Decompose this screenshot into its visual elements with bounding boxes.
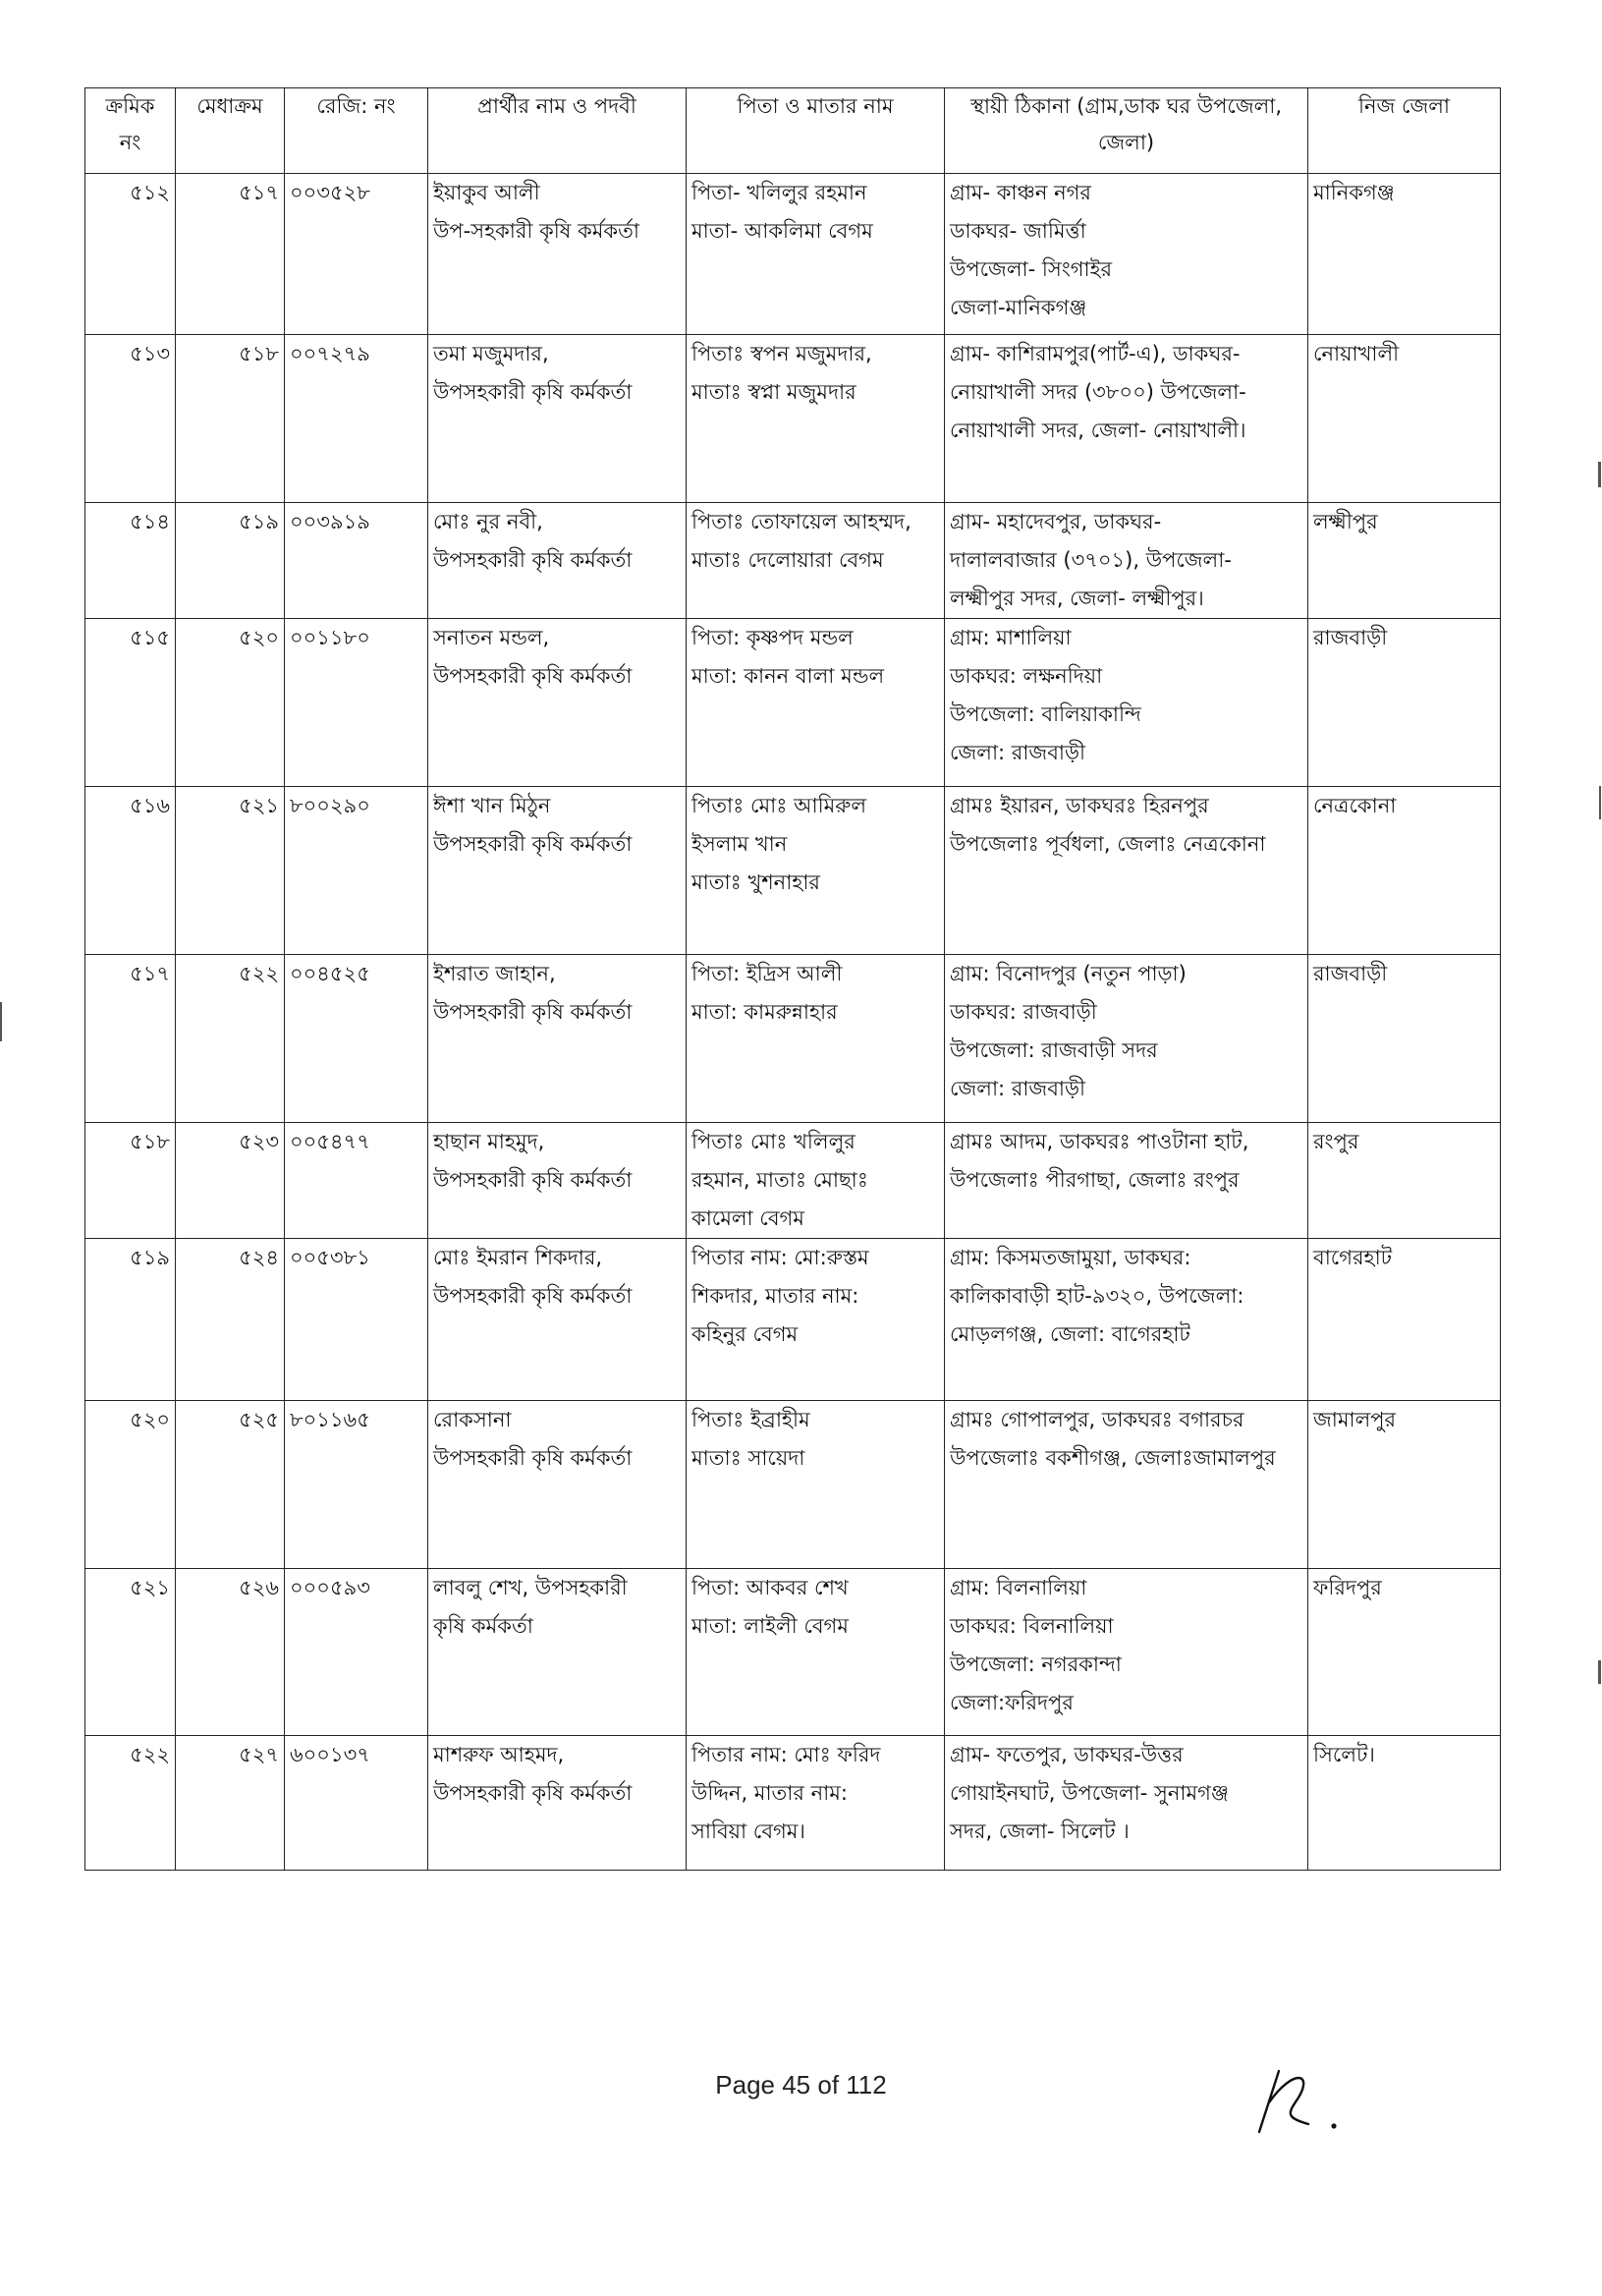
scan-edge-mark xyxy=(0,1002,2,1041)
cell-name-line: উপসহকারী কৃষি কর্মকর্তা xyxy=(433,664,633,688)
cell-parents-line: পিতাঃ স্বপন মজুমদার, xyxy=(691,342,872,365)
cell-parents-line: রহমান, মাতাঃ মোছাঃ xyxy=(691,1168,868,1192)
cell-parents-line: পিতা- খলিলুর রহমান xyxy=(691,181,867,204)
cell-address-line: উপজেলাঃ বকশীগঞ্জ, জেলাঃজামালপুর xyxy=(950,1446,1276,1470)
table-row xyxy=(85,787,1501,955)
cell-serial: ৫১৫ xyxy=(85,619,176,787)
cell-parents-line: পিতা: আকবর শেখ xyxy=(691,1576,849,1599)
signature-mark xyxy=(1240,2063,1348,2137)
cell-merit: ৫২৭ xyxy=(176,1736,285,1871)
cell-serial: ৫২০ xyxy=(85,1401,176,1569)
cell-merit: ৫১৭ xyxy=(176,174,285,335)
cell-parents-line: পিতার নাম: মোঃ ফরিদ xyxy=(691,1743,881,1766)
cell-district: বাগেরহাট xyxy=(1308,1239,1501,1401)
cell-name-line: উপসহকারী কৃষি কর্মকর্তা xyxy=(433,1446,633,1470)
cell-parents xyxy=(687,1736,945,1871)
cell-parents-line: মাতা: কামরুন্নাহার xyxy=(691,1000,838,1024)
cell-address-line: গ্রামঃ গোপালপুর, ডাকঘরঃ বগারচর xyxy=(950,1408,1244,1431)
cell-name-line: মাশরুফ আহমদ, xyxy=(433,1743,565,1766)
cell-address-line: গ্রাম: বিলনালিয়া xyxy=(950,1576,1087,1599)
cell-address-line: জেলা:ফরিদপুর xyxy=(950,1691,1074,1714)
header-name: প্রার্থীর নাম ও পদবী xyxy=(428,88,687,174)
cell-address-line: জেলা: রাজবাড়ী xyxy=(950,1077,1086,1100)
cell-serial: ৫২১ xyxy=(85,1569,176,1736)
table-row xyxy=(85,335,1501,503)
cell-serial: ৫১৩ xyxy=(85,335,176,503)
cell-district: রংপুর xyxy=(1308,1123,1501,1239)
cell-name xyxy=(428,1123,687,1239)
cell-address-line: সদর, জেলা- সিলেট । xyxy=(950,1820,1130,1843)
cell-parents-line: মাতাঃ সায়েদা xyxy=(691,1446,805,1470)
cell-address-line: উপজেলাঃ পীরগাছা, জেলাঃ রংপুর xyxy=(950,1168,1240,1192)
cell-address-line: গ্রাম- কাঞ্চন নগর xyxy=(950,181,1091,204)
cell-merit: ৫১৯ xyxy=(176,503,285,619)
cell-parents-line: পিতা: ইদ্রিস আলী xyxy=(691,962,843,985)
cell-parents-line: পিতাঃ মোঃ আমিরুল xyxy=(691,794,867,817)
scan-edge-mark xyxy=(1598,1660,1601,1684)
cell-parents-line: পিতা: কৃষ্ণপদ মন্ডল xyxy=(691,626,854,649)
cell-address-line: গ্রাম- কাশিরামপুর(পার্ট-এ), ডাকঘর- xyxy=(950,342,1241,365)
cell-name-line: কৃষি কর্মকর্তা xyxy=(433,1614,533,1638)
cell-name xyxy=(428,1401,687,1569)
cell-district: জামালপুর xyxy=(1308,1401,1501,1569)
cell-address-line: কালিকাবাড়ী হাট-৯৩২০, উপজেলা: xyxy=(950,1284,1244,1308)
cell-address xyxy=(945,1239,1308,1401)
header-district: নিজ জেলা xyxy=(1308,88,1501,174)
cell-district: মানিকগঞ্জ xyxy=(1308,174,1501,335)
cell-parents-line: শিকদার, মাতার নাম: xyxy=(691,1284,859,1308)
cell-reg: ০০৭২৭৯ xyxy=(285,335,428,503)
cell-address-line: ডাকঘর: লক্ষনদিয়া xyxy=(950,664,1103,688)
cell-address-line: জেলা: রাজবাড়ী xyxy=(950,741,1086,764)
cell-merit: ৫২২ xyxy=(176,955,285,1123)
cell-parents xyxy=(687,1123,945,1239)
cell-address-line: গ্রাম: কিসমতজামুয়া, ডাকঘর: xyxy=(950,1246,1191,1269)
header-serial: ক্রমিক নং xyxy=(85,88,176,174)
scan-edge-mark xyxy=(1598,462,1601,487)
cell-district: নেত্রকোনা xyxy=(1308,787,1501,955)
cell-parents-line: কহিনুর বেগম xyxy=(691,1322,799,1346)
cell-reg: ০০৩৯১৯ xyxy=(285,503,428,619)
cell-name-line: মোঃ নুর নবী, xyxy=(433,510,543,533)
cell-name xyxy=(428,619,687,787)
cell-name xyxy=(428,787,687,955)
cell-reg: ৮০০২৯০ xyxy=(285,787,428,955)
cell-name xyxy=(428,955,687,1123)
header-parents: পিতা ও মাতার নাম xyxy=(687,88,945,174)
cell-name xyxy=(428,335,687,503)
table-row xyxy=(85,619,1501,787)
table-header-row xyxy=(85,88,1501,174)
cell-address-line: নোয়াখালী সদর (৩৮০০) উপজেলা- xyxy=(950,380,1246,404)
cell-address-line: গ্রাম: বিনোদপুর (নতুন পাড়া) xyxy=(950,962,1187,985)
cell-district: রাজবাড়ী xyxy=(1308,619,1501,787)
cell-name-line: উপসহকারী কৃষি কর্মকর্তা xyxy=(433,832,633,856)
cell-parents-line: পিতাঃ তোফায়েল আহম্মদ, xyxy=(691,510,911,533)
cell-parents xyxy=(687,503,945,619)
cell-address xyxy=(945,335,1308,503)
cell-parents-line: ইসলাম খান xyxy=(691,832,788,856)
cell-address xyxy=(945,174,1308,335)
cell-address xyxy=(945,503,1308,619)
cell-name xyxy=(428,1569,687,1736)
cell-address-line: উপজেলা: বালিয়াকান্দি xyxy=(950,702,1141,726)
cell-address-line: উপজেলা: নগরকান্দা xyxy=(950,1652,1122,1676)
cell-name-line: রোকসানা xyxy=(433,1408,512,1431)
cell-parents-line: পিতার নাম: মো:রুস্তম xyxy=(691,1246,869,1269)
cell-address-line: উপজেলা: রাজবাড়ী সদর xyxy=(950,1038,1158,1062)
cell-parents xyxy=(687,174,945,335)
header-merit: মেধাক্রম xyxy=(176,88,285,174)
cell-district: সিলেট। xyxy=(1308,1736,1501,1871)
cell-reg: ০০৩৫২৮ xyxy=(285,174,428,335)
cell-district: রাজবাড়ী xyxy=(1308,955,1501,1123)
cell-address-line: গোয়াইনঘাট, উপজেলা- সুনামগঞ্জ xyxy=(950,1781,1229,1805)
cell-serial: ৫১২ xyxy=(85,174,176,335)
cell-serial: ৫২২ xyxy=(85,1736,176,1871)
table-row xyxy=(85,1239,1501,1401)
cell-address-line: নোয়াখালী সদর, জেলা- নোয়াখালী। xyxy=(950,419,1246,442)
cell-name-line: লাবলু শেখ, উপসহকারী xyxy=(433,1576,628,1599)
cell-parents xyxy=(687,1239,945,1401)
cell-address-line: গ্রাম: মাশালিয়া xyxy=(950,626,1072,649)
cell-serial: ৫১৮ xyxy=(85,1123,176,1239)
cell-name-line: ঈশা খান মিঠুন xyxy=(433,794,551,817)
cell-serial: ৫১৭ xyxy=(85,955,176,1123)
cell-parents xyxy=(687,1401,945,1569)
cell-parents-line: পিতাঃ ইব্রাহীম xyxy=(691,1408,810,1431)
cell-name-line: মোঃ ইমরান শিকদার, xyxy=(433,1246,603,1269)
page-number: Page 45 of 112 xyxy=(715,2070,887,2100)
cell-district: ফরিদপুর xyxy=(1308,1569,1501,1736)
cell-name-line: ইয়াকুব আলী xyxy=(433,181,540,204)
cell-address-line: লক্ষ্মীপুর সদর, জেলা- লক্ষ্মীপুর। xyxy=(950,587,1204,610)
table-row xyxy=(85,1569,1501,1736)
header-address: স্থায়ী ঠিকানা (গ্রাম,ডাক ঘর উপজেলা, জেলা) xyxy=(945,88,1308,174)
cell-reg: ০০৪৫২৫ xyxy=(285,955,428,1123)
cell-merit: ৫২৫ xyxy=(176,1401,285,1569)
cell-name xyxy=(428,1239,687,1401)
table-row xyxy=(85,503,1501,619)
cell-name-line: উপসহকারী কৃষি কর্মকর্তা xyxy=(433,1000,633,1024)
cell-address-line: গ্রামঃ আদম, ডাকঘরঃ পাওটানা হাট, xyxy=(950,1130,1249,1153)
cell-parents xyxy=(687,955,945,1123)
cell-merit: ৫২৪ xyxy=(176,1239,285,1401)
cell-serial: ৫১৪ xyxy=(85,503,176,619)
cell-parents-line: মাতা: কানন বালা মন্ডল xyxy=(691,664,885,688)
cell-address-line: দালালবাজার (৩৭০১), উপজেলা- xyxy=(950,548,1232,572)
cell-name xyxy=(428,503,687,619)
cell-parents-line: পিতাঃ মোঃ খলিলুর xyxy=(691,1130,856,1153)
table-row xyxy=(85,1123,1501,1239)
cell-reg: ০০৫৩৮১ xyxy=(285,1239,428,1401)
cell-address-line: গ্রামঃ ইয়ারন, ডাকঘরঃ হিরনপুর xyxy=(950,794,1209,817)
table-row xyxy=(85,174,1501,335)
table-row xyxy=(85,1736,1501,1871)
cell-name-line: উপসহকারী কৃষি কর্মকর্তা xyxy=(433,1168,633,1192)
cell-district: নোয়াখালী xyxy=(1308,335,1501,503)
cell-reg: ০০১১৮০ xyxy=(285,619,428,787)
cell-address xyxy=(945,955,1308,1123)
cell-address-line: ডাকঘর: রাজবাড়ী xyxy=(950,1000,1097,1024)
cell-address xyxy=(945,787,1308,955)
cell-parents-line: মাতাঃ দেলোয়ারা বেগম xyxy=(691,548,884,572)
cell-parents-line: কামেলা বেগম xyxy=(691,1206,804,1230)
table-row xyxy=(85,1401,1501,1569)
cell-address xyxy=(945,1569,1308,1736)
cell-parents xyxy=(687,619,945,787)
cell-merit: ৫২৩ xyxy=(176,1123,285,1239)
cell-name-line: তমা মজুমদার, xyxy=(433,342,549,365)
cell-address-line: ডাকঘর: বিলনালিয়া xyxy=(950,1614,1114,1638)
cell-parents-line: মাতা- আকলিমা বেগম xyxy=(691,219,873,243)
cell-reg: ৮০১১৬৫ xyxy=(285,1401,428,1569)
cell-name xyxy=(428,174,687,335)
cell-parents-line: সাবিয়া বেগম। xyxy=(691,1820,805,1843)
cell-parents-line: মাতাঃ স্বপ্না মজুমদার xyxy=(691,380,856,404)
cell-name-line: উপসহকারী কৃষি কর্মকর্তা xyxy=(433,1781,633,1805)
cell-merit: ৫১৮ xyxy=(176,335,285,503)
header-reg: রেজি: নং xyxy=(285,88,428,174)
cell-name xyxy=(428,1736,687,1871)
cell-address xyxy=(945,1401,1308,1569)
cell-parents-line: উদ্দিন, মাতার নাম: xyxy=(691,1781,848,1805)
table-row xyxy=(85,955,1501,1123)
cell-merit: ৫২১ xyxy=(176,787,285,955)
cell-name-line: উপ-সহকারী কৃষি কর্মকর্তা xyxy=(433,219,639,243)
cell-reg: ৬০০১৩৭ xyxy=(285,1736,428,1871)
cell-address xyxy=(945,619,1308,787)
cell-name-line: সনাতন মন্ডল, xyxy=(433,626,550,649)
cell-merit: ৫২৬ xyxy=(176,1569,285,1736)
cell-address-line: গ্রাম- ফতেপুর, ডাকঘর-উত্তর xyxy=(950,1743,1184,1766)
cell-district: লক্ষ্মীপুর xyxy=(1308,503,1501,619)
cell-address xyxy=(945,1123,1308,1239)
cell-reg: ০০০৫৯৩ xyxy=(285,1569,428,1736)
cell-parents xyxy=(687,787,945,955)
cell-name-line: উপসহকারী কৃষি কর্মকর্তা xyxy=(433,1284,633,1308)
cell-address-line: গ্রাম- মহাদেবপুর, ডাকঘর- xyxy=(950,510,1162,533)
cell-reg: ০০৫৪৭৭ xyxy=(285,1123,428,1239)
cell-name-line: উপসহকারী কৃষি কর্মকর্তা xyxy=(433,548,633,572)
cell-address-line: উপজেলা- সিংগাইর xyxy=(950,257,1113,281)
cell-name-line: উপসহকারী কৃষি কর্মকর্তা xyxy=(433,380,633,404)
cell-serial: ৫১৯ xyxy=(85,1239,176,1401)
cell-parents-line: মাতা: লাইলী বেগম xyxy=(691,1614,849,1638)
cell-parents xyxy=(687,335,945,503)
cell-merit: ৫২০ xyxy=(176,619,285,787)
cell-address-line: উপজেলাঃ পূর্বধলা, জেলাঃ নেত্রকোনা xyxy=(950,832,1266,856)
cell-address-line: ডাকঘর- জামির্ত্তা xyxy=(950,219,1086,243)
candidate-table xyxy=(84,87,1501,1871)
cell-address-line: জেলা-মানিকগঞ্জ xyxy=(950,296,1087,319)
cell-parents xyxy=(687,1569,945,1736)
cell-serial: ৫১৬ xyxy=(85,787,176,955)
cell-parents-line: মাতাঃ খুশনাহার xyxy=(691,870,820,894)
cell-name-line: ইশরাত জাহান, xyxy=(433,962,556,985)
scan-edge-mark xyxy=(1599,786,1601,819)
cell-address xyxy=(945,1736,1308,1871)
cell-address-line: মোড়লগঞ্জ, জেলা: বাগেরহাট xyxy=(950,1322,1190,1346)
cell-name-line: হাছান মাহমুদ, xyxy=(433,1130,545,1153)
